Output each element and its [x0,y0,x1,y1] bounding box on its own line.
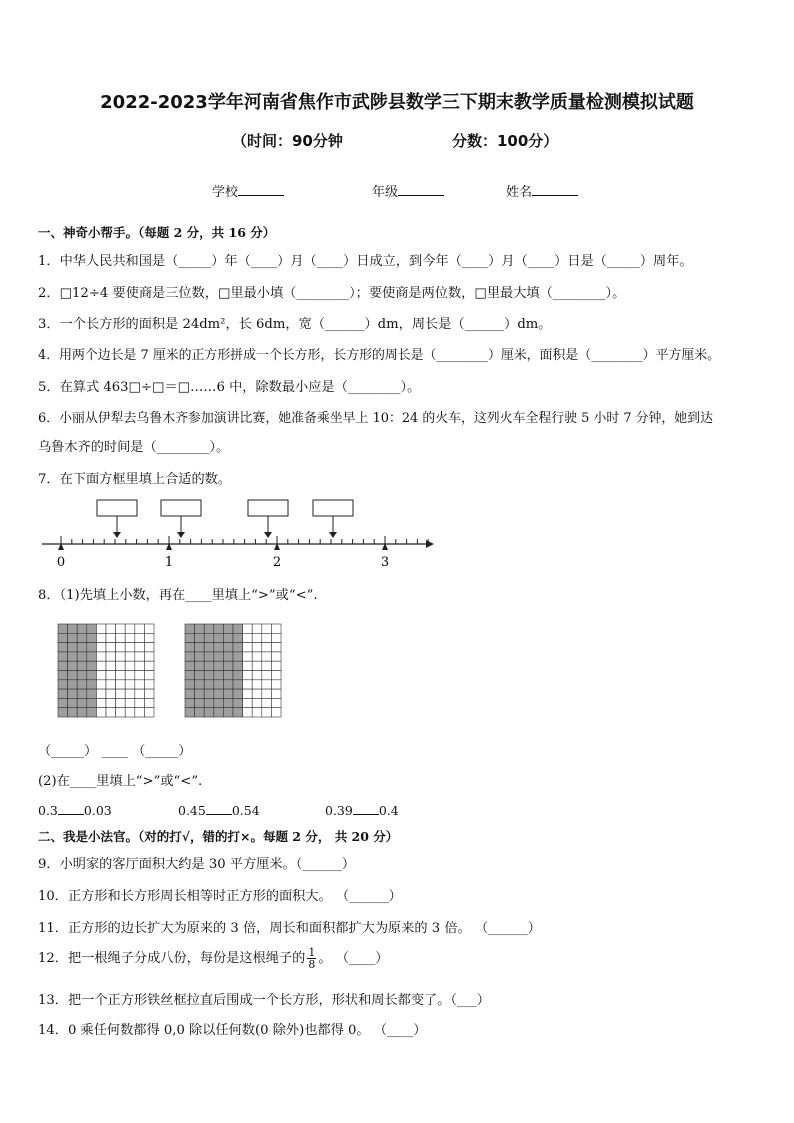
grid-cell-shaded [223,633,233,642]
grid-cell [116,689,126,698]
grid-cell [243,633,253,642]
grid-cell-shaded [77,698,87,707]
grid-cell-shaded [68,698,78,707]
question-12-answer: 。 （____） [318,951,389,966]
grid-cell-shaded [214,680,224,689]
grid-cell [135,624,145,633]
question-6-line2: 乌鲁木齐的时间是（________）。 [38,440,230,455]
grid-cell [144,698,154,707]
grid-cell [262,671,272,680]
grid-cell [125,689,135,698]
grid-cell-shaded [58,698,68,707]
grid-cell [271,652,281,661]
grid-cell [144,652,154,661]
question-9: 9．小明家的客厅面积大约是 30 平方厘米。（______） [38,857,356,872]
compare-2 [178,802,260,818]
compare-2-blank[interactable] [206,802,232,815]
grid-cell-shaded [195,624,205,633]
question-13: 13．把一个正方形铁丝框拉直后围成一个长方形，形状和周长都变了。（___） [38,993,490,1008]
grid-cell-shaded [204,671,214,680]
tick-label-0: 0 [56,555,66,570]
grid-cell-shaded [77,671,87,680]
question-11: 11．正方形的边长扩大为原来的 3 倍，周长和面积都扩大为原来的 3 倍。 （______） [38,921,541,936]
grid-cell-shaded [223,652,233,661]
grid-cell-shaded [68,689,78,698]
grid-cell [243,698,253,707]
name-label: 姓名 [506,185,533,200]
grid-cell [135,698,145,707]
question-12-text: 12．把一根绳子分成八份，每份是这根绳子的 [38,951,306,966]
grid-cell [135,671,145,680]
answer-box-1[interactable] [97,500,137,516]
grid-cell-shaded [233,624,243,633]
answer-box-2[interactable] [161,500,201,516]
compare-1-right: 0.03 [83,803,112,818]
grade-label: 年级 [372,185,399,200]
grid-cell-shaded [68,661,78,670]
grid-cell-shaded [87,652,97,661]
grid-cell [135,689,145,698]
grid-cell [252,671,262,680]
question-10: 10．正方形和长方形周长相等时正方形的面积大。 （______） [38,889,402,904]
compare-1-left: 0.3 [38,803,58,818]
grid-cell-shaded [204,652,214,661]
axis-ticks [61,536,428,544]
grid-cell-shaded [233,689,243,698]
fraction-numerator: 1 [308,946,316,959]
grid-cell [96,643,106,652]
grid-cell-shaded [195,671,205,680]
grid-cell-shaded [233,643,243,652]
grid-cell [252,633,262,642]
school-blank[interactable] [238,183,284,196]
grid-cell [271,689,281,698]
grid-cell [135,643,145,652]
answer-box-3[interactable] [248,500,288,516]
grid-cell [144,624,154,633]
grid-cell [106,708,116,717]
grid-cell-shaded [58,633,68,642]
question-2: 2．□12÷4 要使商是三位数，□里最小填（________）；要使商是两位数，□里最大填（________）。 [38,286,626,301]
grid-cell [252,661,262,670]
grid-cell-shaded [195,680,205,689]
grid-cell-shaded [58,708,68,717]
question-5: 5．在算式 463□÷□＝□……6 中，除数最小应是（________）。 [38,380,421,395]
grid-cell-shaded [68,708,78,717]
grid-cell [262,689,272,698]
question-7: 7．在下面方框里填上合适的数。 [38,472,232,487]
grid-cell [262,680,272,689]
grid-cell [116,661,126,670]
grid-cell [144,680,154,689]
question-14: 14．0 乘任何数都得 0,0 除以任何数(0 除外)也都得 0。 （____） [38,1023,427,1038]
grid-cell-shaded [58,624,68,633]
grid-cell-shaded [223,689,233,698]
grid-right [184,623,282,718]
grid-cell [116,708,126,717]
grid-cell [125,624,135,633]
grid-cell [243,624,253,633]
grid-cell-shaded [214,624,224,633]
grid-cell-shaded [214,698,224,707]
question-1: 1．中华人民共和国是（_____）年（____）月（____）日成立，到今年（____）月（____）日是（_____）周年。 [38,254,693,269]
grid-cell [262,624,272,633]
grid-cell [243,643,253,652]
compare-1 [38,802,112,818]
question-4: 4．用两个边长是 7 厘米的正方形拼成一个长方形，长方形的周长是（________）厘米，面积是（________）平方厘米。 [38,348,721,363]
grade-field [372,181,444,200]
grid-cell [106,680,116,689]
grid-cell-shaded [223,698,233,707]
grid-cell [96,680,106,689]
grid-cell-shaded [68,680,78,689]
grid-cell [135,652,145,661]
grid-cell [262,661,272,670]
grid-cell [144,661,154,670]
section-2-heading: 二、我是小法官。（对的打√，错的打×。每题 2 分， 共 20 分） [38,829,399,844]
grid-cell [96,708,106,717]
grid-cell-shaded [58,689,68,698]
compare-3-blank[interactable] [353,802,379,815]
compare-2-right: 0.54 [231,803,260,818]
grid-cell-shaded [233,698,243,707]
grid-cell [252,643,262,652]
grid-cell-shaded [77,643,87,652]
grid-cell [262,652,272,661]
grid-cell [125,698,135,707]
grid-cell-shaded [68,671,78,680]
grid-cell-shaded [195,643,205,652]
grid-cell-shaded [204,698,214,707]
grid-cell [125,708,135,717]
grid-cell [96,689,106,698]
grid-cell [96,624,106,633]
grid-cell [144,633,154,642]
grid-cell-shaded [185,689,195,698]
grid-cell-shaded [195,689,205,698]
grid-cell [252,652,262,661]
grid-cell [243,680,253,689]
grid-cell [96,652,106,661]
section-1-heading: 一、神奇小帮手。（每题 2 分，共 16 分） [38,225,276,240]
number-line-figure [38,494,438,572]
grid-cell-shaded [185,708,195,717]
answer-box-4[interactable] [313,500,353,516]
exam-time: （时间：90分钟 [232,132,343,150]
grid-cell-shaded [214,643,224,652]
compare-3 [325,802,399,818]
question-12 [38,947,388,970]
grid-cell [116,624,126,633]
grid-cell-shaded [87,689,97,698]
fraction-one-eighth [307,947,316,970]
question-8: 8．（1)先填上小数，再在____里填上“>”或“<”. [38,588,318,603]
grid-cell [116,698,126,707]
grid-cell-shaded [223,680,233,689]
grid-cell-shaded [204,680,214,689]
grid-cell [116,643,126,652]
grid-cell [96,698,106,707]
grid-cell-shaded [204,643,214,652]
page-title: 2022-2023学年河南省焦作市武陟县数学三下期末教学质量检测模拟试题 [100,92,694,113]
grid-cell [271,671,281,680]
grid-cell-shaded [77,689,87,698]
grid-cell [252,689,262,698]
grid-cell-shaded [68,643,78,652]
compare-3-right: 0.4 [378,803,399,818]
grid-cell-shaded [223,708,233,717]
grid-cell-shaded [204,624,214,633]
grid-cell-shaded [223,643,233,652]
grid-cell-shaded [185,698,195,707]
grid-cell-shaded [77,661,87,670]
grid-cell-shaded [87,624,97,633]
school-field [212,181,284,200]
grid-cell [271,708,281,717]
grid-cell-shaded [185,652,195,661]
grid-cell [96,633,106,642]
grid-cell-shaded [77,708,87,717]
grid-cell [116,633,126,642]
question-6-line1: 6．小丽从伊犁去乌鲁木齐参加演讲比赛，她准备乘坐早上 10：24 的火车，这列火车全程行驶 5 小时 7 分钟，她到达 [38,411,713,426]
grid-cell-shaded [68,633,78,642]
name-blank[interactable] [532,183,578,196]
grid-cell-shaded [87,698,97,707]
grid-cell [271,624,281,633]
grid-cell [106,624,116,633]
grid-cell [243,652,253,661]
grid-cell [262,643,272,652]
grid-cell [106,652,116,661]
grid-cell [116,652,126,661]
grid-cell-shaded [77,652,87,661]
grid-cell-shaded [77,680,87,689]
grid-cell-shaded [223,624,233,633]
grid-cell-shaded [204,661,214,670]
grid-cell-shaded [68,624,78,633]
grid-cell [243,708,253,717]
grid-cell-shaded [195,661,205,670]
grid-cell [252,680,262,689]
grid-cell [144,643,154,652]
school-label: 学校 [212,185,239,200]
grid-cell [271,698,281,707]
grid-cell-shaded [223,671,233,680]
grid-cell-shaded [214,652,224,661]
tick-label-2: 2 [272,555,282,570]
grid-cell-shaded [58,652,68,661]
grid-cell-shaded [195,698,205,707]
grid-cell [106,671,116,680]
exam-score: 分数：100分） [452,132,559,150]
grid-cell [125,680,135,689]
grid-cell [144,689,154,698]
grid-left [57,623,155,718]
grid-cell [262,698,272,707]
grid-cell [262,633,272,642]
grid-cell [116,680,126,689]
grid-cell-shaded [185,671,195,680]
grid-cell-shaded [77,624,87,633]
grid-cell-shaded [185,643,195,652]
axis-arrow [426,540,434,548]
fraction-denominator: 8 [308,958,316,971]
grid-cell-shaded [87,661,97,670]
grid-cell-shaded [214,708,224,717]
grid-cell-shaded [214,661,224,670]
grid-cell-shaded [87,671,97,680]
grid-cell [271,633,281,642]
grid-cell-shaded [233,708,243,717]
grid-cell [262,708,272,717]
grid-cell-shaded [233,680,243,689]
grid-cell [135,633,145,642]
grid-cell-shaded [58,680,68,689]
grid-cell-shaded [214,689,224,698]
tick-label-1: 1 [164,555,174,570]
grid-cell [106,698,116,707]
grid-cell [96,661,106,670]
grid-cell-shaded [214,671,224,680]
grid-cell [252,624,262,633]
tick-label-3: 3 [380,555,390,570]
grid-cell-shaded [195,652,205,661]
grid-cell [125,633,135,642]
grid-cell [125,652,135,661]
grade-blank[interactable] [398,183,444,196]
grid-cell-shaded [77,633,87,642]
grid-cell [243,689,253,698]
grid-cell [125,671,135,680]
compare-3-left: 0.39 [325,803,353,818]
grid-cell [271,680,281,689]
grid-cell [125,661,135,670]
grid-cell-shaded [214,633,224,642]
grid-cell [252,708,262,717]
grid-cell-shaded [233,652,243,661]
grid-cell [96,671,106,680]
compare-2-left: 0.45 [178,803,206,818]
grid-cell [106,689,116,698]
grid-cell [144,671,154,680]
question-8-answers[interactable]: （_____） ____ （_____） [38,744,192,759]
grid-cell-shaded [204,708,214,717]
grid-cell-shaded [195,633,205,642]
grid-cell [135,680,145,689]
grid-cell-shaded [185,624,195,633]
grid-cell-shaded [233,671,243,680]
grid-cell-shaded [87,643,97,652]
grid-cell-shaded [87,680,97,689]
grid-cell [106,661,116,670]
answer-boxes [97,500,353,538]
grid-cell-shaded [87,708,97,717]
grid-cell [271,661,281,670]
name-field [506,181,578,200]
grid-cell-shaded [233,661,243,670]
question-8-part2: (2)在____里填上“>”或“<”. [38,774,203,789]
grid-cell-shaded [58,671,68,680]
grid-cell-shaded [223,661,233,670]
grid-cell-shaded [195,708,205,717]
grid-cell-shaded [185,661,195,670]
grid-cell-shaded [87,633,97,642]
grid-cell [252,698,262,707]
grid-cell [116,671,126,680]
grid-cell [243,661,253,670]
grid-cell-shaded [185,680,195,689]
grid-cell [106,643,116,652]
grid-cell-shaded [58,661,68,670]
grid-cell [125,643,135,652]
grid-cell [135,661,145,670]
grid-cell [271,643,281,652]
question-3: 3．一个长方形的面积是 24dm²，长 6dm，宽（______）dm，周长是（______）dm。 [38,317,552,332]
grid-cell [144,708,154,717]
grid-cell-shaded [185,633,195,642]
grid-cell-shaded [58,643,68,652]
grid-cell [135,708,145,717]
grid-cell [243,671,253,680]
grid-cell-shaded [68,652,78,661]
grid-cell-shaded [233,633,243,642]
grid-cell-shaded [204,689,214,698]
grid-cell [106,633,116,642]
compare-1-blank[interactable] [58,802,84,815]
grid-cell-shaded [204,633,214,642]
